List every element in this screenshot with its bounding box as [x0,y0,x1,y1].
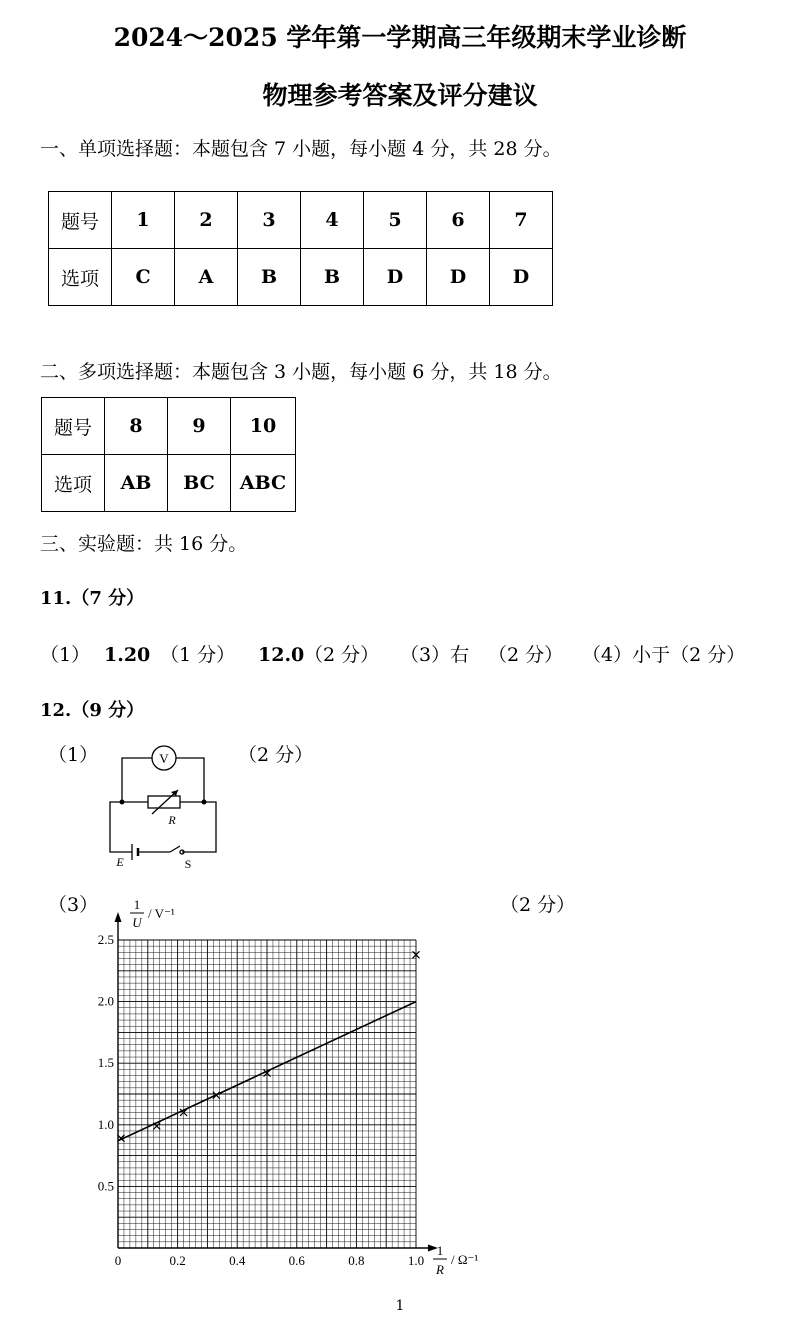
y-tick-label: 2.0 [97,993,114,1009]
x-label-numerator: 1 [436,1243,444,1258]
x-tick-label: 1.0 [407,1253,425,1268]
battery-label: E [116,855,124,869]
q11-score: （2 分） [304,644,380,666]
y-label-unit: / V⁻¹ [148,906,175,921]
y-tick-label: 2.5 [97,932,114,947]
switch-label: S [184,857,192,871]
answer-choice: D [427,249,490,306]
answer-choice: B [238,249,301,306]
answer-choice: AB [105,455,168,512]
question-number: 4 [301,192,364,249]
question-number: 1 [112,192,175,249]
question-number: 9 [168,398,231,455]
section1-heading: 一、单项选择题：本题包含 7 小题，每小题 4 分，共 28 分。 [40,138,562,160]
voltmeter-label: V [159,751,169,766]
document-subtitle: 物理参考答案及评分建议 [262,81,538,110]
q12-part1-score: （2 分） [238,744,314,766]
x-tick-label: 0 [114,1253,122,1268]
answer-choice: ABC [231,455,296,512]
question-number: 7 [490,192,553,249]
question-number: 2 [175,192,238,249]
question-number: 10 [231,398,296,455]
x-tick-label: 0.4 [229,1253,246,1268]
q11-part4-answer: （4）小于（2 分） [582,644,746,666]
x-tick-label: 0.6 [288,1253,305,1268]
answer-choice: B [301,249,364,306]
question-12-label: 12.（9 分） [40,700,145,721]
question-number: 3 [238,192,301,249]
q11-part3-answer: （3）右 [400,644,470,666]
row-label-choice: 选项 [42,455,105,512]
y-tick-label: 1.5 [97,1055,114,1071]
answer-choice: BC [168,455,231,512]
row-label-number: 题号 [42,398,105,455]
document-title: 2024～2025 学年第一学期高三年级期末学业诊断 [113,23,687,52]
x-tick-label: 0.2 [169,1253,186,1268]
y-label-denominator: U [132,915,142,930]
x-label-denominator: R [436,1262,444,1277]
row-label-number: 题号 [49,192,112,249]
question-number: 5 [364,192,427,249]
question-number: 8 [105,398,168,455]
answer-choice: D [490,249,553,306]
question-number: 6 [427,192,490,249]
q11-score: （1 分） [160,644,236,666]
question-11-label: 11.（7 分） [40,588,145,609]
q11-answer-value: 1.20 [104,644,151,666]
y-axis-arrow [115,912,122,922]
x-label-unit: / Ω⁻¹ [451,1252,479,1267]
y-tick-label: 1.0 [97,1116,114,1132]
answer-choice: D [364,249,427,306]
answer-choice: A [175,249,238,306]
y-label-numerator: 1 [133,897,141,912]
x-tick-label: 0.8 [348,1253,365,1268]
q11-part1-label: （1） [40,644,91,666]
q12-part3-label: （3） [48,894,99,916]
section3-heading: 三、实验题：共 16 分。 [40,533,248,555]
resistor-label: R [168,813,176,827]
row-label-choice: 选项 [49,249,112,306]
y-tick-label: 0.5 [97,1178,114,1194]
q11-score: （2 分） [488,644,564,666]
answer-choice: C [112,249,175,306]
q12-part1-label: （1） [48,744,99,766]
q11-answer-value: 12.0 [258,644,305,666]
section2-heading: 二、多项选择题：本题包含 3 小题，每小题 6 分，共 18 分。 [40,361,562,383]
q12-part3-score: （2 分） [500,894,576,916]
page-number: 1 [395,1298,405,1314]
